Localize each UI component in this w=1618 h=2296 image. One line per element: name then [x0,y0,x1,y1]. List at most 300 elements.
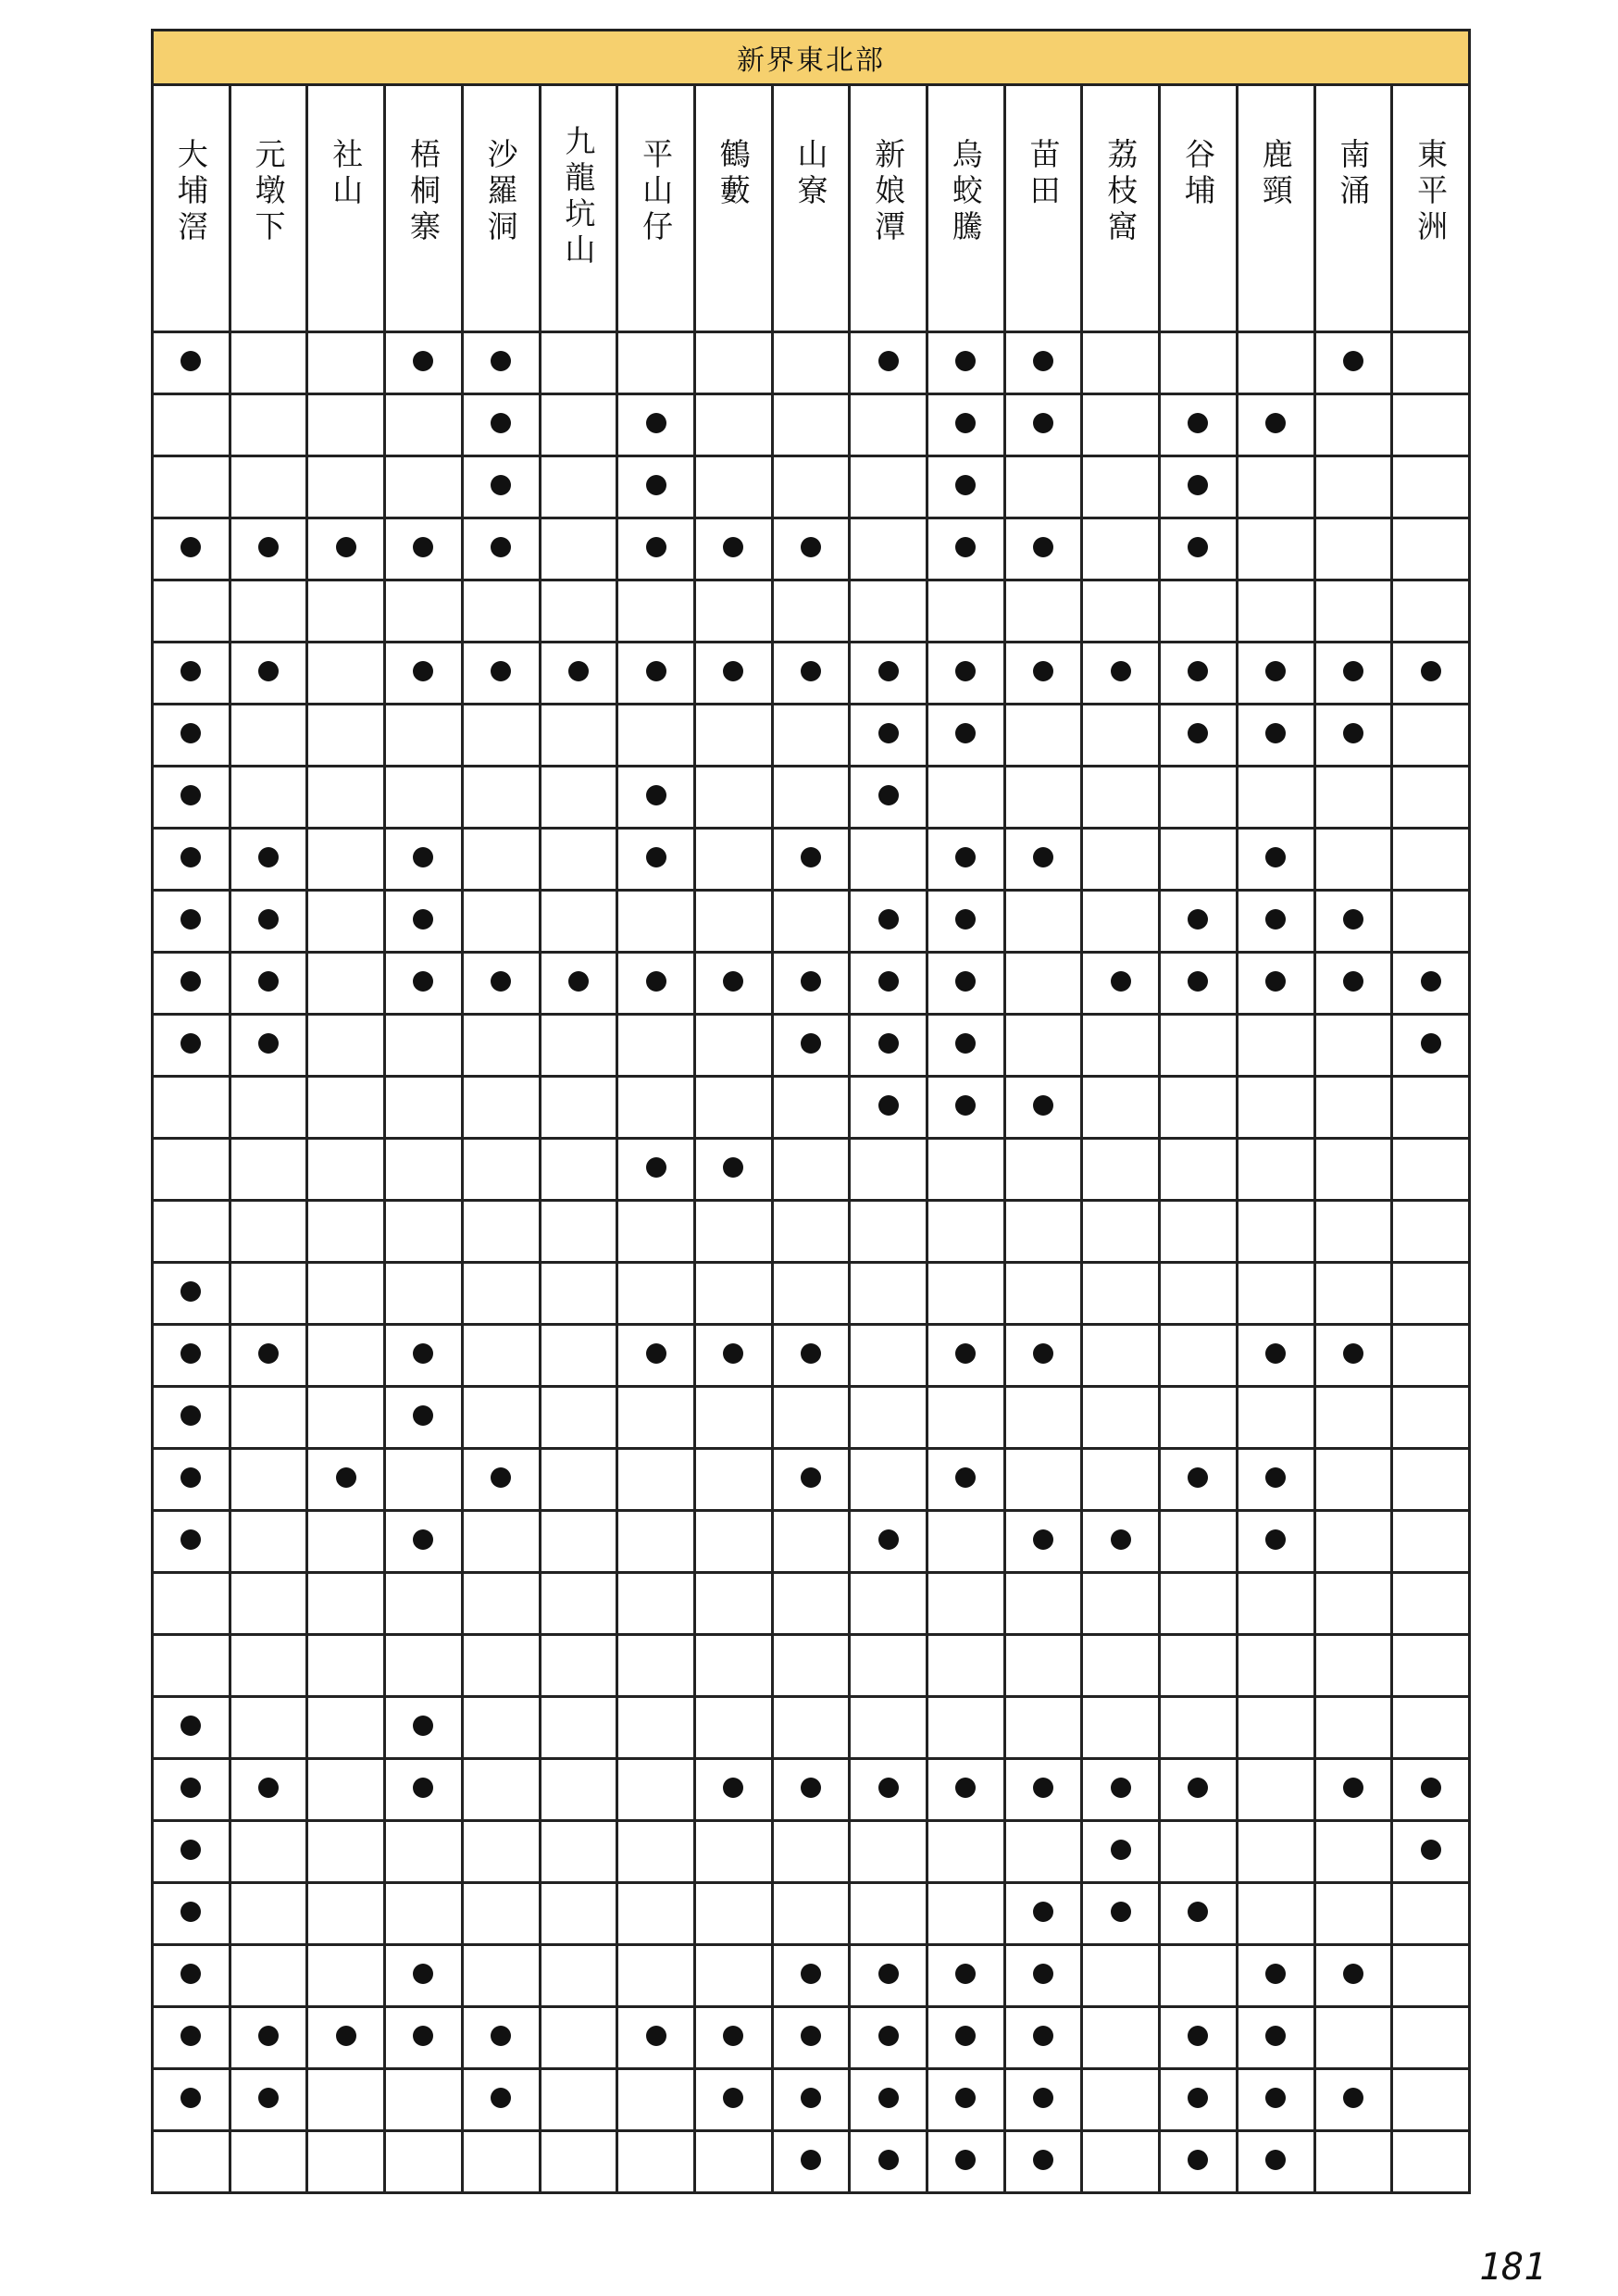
table-cell [1314,580,1392,643]
table-cell [462,891,540,953]
table-cell [540,580,617,643]
table-cell [772,1015,850,1077]
presence-dot [336,537,356,557]
presence-dot [1265,723,1286,743]
presence-dot [955,351,976,371]
table-cell [1082,1945,1160,2007]
presence-dot [878,1529,899,1550]
table-cell [927,1635,1005,1697]
table-cell [1004,580,1082,643]
table-cell [230,705,307,767]
presence-dot [1111,971,1131,992]
table-cell [462,1449,540,1511]
table-cell [153,705,230,767]
table-cell [153,1821,230,1883]
presence-dot [491,475,511,495]
presence-dot [955,413,976,433]
table-cell [850,1635,927,1697]
presence-dot [1343,971,1363,992]
presence-dot [1033,1529,1053,1550]
table-cell [1314,2007,1392,2069]
table-cell [1160,953,1238,1015]
table-cell [1004,1635,1082,1697]
table-row [153,1573,1470,1635]
table-cell [230,1201,307,1263]
table-cell [1237,1015,1314,1077]
table-cell [1392,1263,1470,1325]
table-cell [462,1945,540,2007]
presence-dot [413,661,433,681]
presence-dot [1188,909,1208,930]
table-row [153,580,1470,643]
table-cell [617,332,695,394]
table-cell [1082,332,1160,394]
table-cell [540,2069,617,2131]
presence-dot [1421,1840,1441,1860]
table-cell [540,2131,617,2193]
table-cell [540,767,617,829]
table-cell [850,1697,927,1759]
table-cell [1237,580,1314,643]
presence-dot [180,909,201,930]
presence-dot [801,1467,821,1488]
table-cell [1004,1325,1082,1387]
presence-dot [723,1343,743,1364]
table-cell [307,1263,385,1325]
presence-dot [1033,1902,1053,1922]
table-cell [385,1883,463,1945]
table-cell [307,332,385,394]
table-cell [1082,1449,1160,1511]
table-cell [694,1697,772,1759]
table-cell [617,1759,695,1821]
table-cell [307,705,385,767]
table-cell [153,891,230,953]
table-cell [462,1139,540,1201]
table-cell [772,1201,850,1263]
presence-dot [336,2026,356,2046]
presence-dot [258,1033,279,1054]
table-cell [1160,1759,1238,1821]
table-cell [307,1759,385,1821]
presence-dot [413,971,433,992]
table-cell [850,394,927,456]
table-cell [540,1511,617,1573]
table-cell [927,829,1005,891]
table-cell [307,2069,385,2131]
table-cell [1004,2007,1082,2069]
table-cell [694,2069,772,2131]
table-cell [1392,1077,1470,1139]
table-cell [1237,456,1314,518]
table-cell [1160,1697,1238,1759]
table-cell [694,2007,772,2069]
table-row [153,2131,1470,2193]
table-cell [540,1077,617,1139]
table-cell [1004,1015,1082,1077]
table-cell [385,1511,463,1573]
column-header [850,85,927,332]
table-cell [927,2007,1005,2069]
table-cell [540,332,617,394]
table-cell [1082,1883,1160,1945]
table-cell [153,1511,230,1573]
table-row [153,953,1470,1015]
presence-dot [1343,1964,1363,1984]
table-cell [462,1015,540,1077]
presence-dot [723,2026,743,2046]
table-row [153,1387,1470,1449]
table-row [153,1635,1470,1697]
table-cell [1082,1821,1160,1883]
table-cell [230,767,307,829]
presence-dot [180,537,201,557]
table-cell [1160,891,1238,953]
table-cell [1392,1325,1470,1387]
table-cell [1237,2007,1314,2069]
table-cell [462,332,540,394]
table-cell [230,518,307,580]
presence-dot [801,1033,821,1054]
table-cell [462,394,540,456]
table-cell [1314,1511,1392,1573]
presence-dot [1343,351,1363,371]
table-cell [850,1883,927,1945]
table-cell [153,394,230,456]
table-cell [1004,394,1082,456]
table-cell [153,1697,230,1759]
table-cell [462,456,540,518]
table-cell [385,580,463,643]
table-cell [850,1945,927,2007]
table-cell [307,2131,385,2193]
table-cell [772,456,850,518]
column-header-label: 烏蛟騰 [947,138,984,246]
table-cell [1392,394,1470,456]
presence-dot [413,1716,433,1736]
column-header [307,85,385,332]
table-cell [307,1449,385,1511]
table-cell [1082,1263,1160,1325]
presence-dot [258,1343,279,1364]
table-cell [385,2131,463,2193]
presence-dot [413,1405,433,1426]
presence-dot [646,1343,666,1364]
table-cell [1082,456,1160,518]
table-cell [1160,1077,1238,1139]
table-cell [1314,332,1392,394]
table-cell [307,1387,385,1449]
table-cell [153,456,230,518]
table-cell [927,1945,1005,2007]
table-cell [772,1635,850,1697]
presence-dot [413,1778,433,1798]
table-cell [772,767,850,829]
table-cell [927,580,1005,643]
table-cell [1160,456,1238,518]
presence-dot [413,1964,433,1984]
table-cell [153,1077,230,1139]
column-header-label: 鹿頸 [1257,138,1294,210]
table-cell [153,643,230,705]
table-cell [230,1449,307,1511]
table-cell [230,1697,307,1759]
table-cell [694,518,772,580]
presence-dot [1188,1778,1208,1798]
table-cell [540,1387,617,1449]
table-cell [1392,1449,1470,1511]
presence-dot [413,537,433,557]
table-cell [1392,1015,1470,1077]
table-cell [694,1263,772,1325]
table-cell [1237,518,1314,580]
presence-dot [878,2150,899,2170]
table-cell [1392,705,1470,767]
table-cell [850,1573,927,1635]
table-cell [694,1139,772,1201]
table-cell [694,1573,772,1635]
presence-dot [180,1778,201,1798]
presence-dot [1033,1095,1053,1116]
presence-dot [1343,1343,1363,1364]
table-cell [772,829,850,891]
table-cell [1082,1511,1160,1573]
presence-dot [801,2150,821,2170]
table-cell [462,1697,540,1759]
table-cell [1082,394,1160,456]
table-cell [307,1139,385,1201]
presence-dot [955,2150,976,2170]
presence-dot [955,475,976,495]
table-cell [694,1201,772,1263]
presence-dot [646,475,666,495]
presence-dot [1033,2088,1053,2108]
table-cell [1082,1759,1160,1821]
presence-dot [1265,909,1286,930]
table-cell [307,891,385,953]
table-cell [307,456,385,518]
table-cell [307,1945,385,2007]
table-cell [1314,767,1392,829]
presence-dot [878,1033,899,1054]
presence-dot [491,537,511,557]
table-cell [1004,1945,1082,2007]
table-cell [1082,518,1160,580]
table-cell [153,1883,230,1945]
table-cell [1160,332,1238,394]
table-cell [617,1635,695,1697]
presence-dot [955,1033,976,1054]
presence-dot [723,1157,743,1178]
table-cell [307,767,385,829]
table-cell [307,1201,385,1263]
table-cell [1160,1945,1238,2007]
table-cell [1082,891,1160,953]
table-cell [1237,767,1314,829]
table-cell [617,767,695,829]
table-cell [850,580,927,643]
table-cell [1314,1759,1392,1821]
table-cell [1004,891,1082,953]
table-cell [850,643,927,705]
table-row [153,1077,1470,1139]
table-cell [694,829,772,891]
table-cell [1314,2131,1392,2193]
table-cell [1314,1449,1392,1511]
presence-dot [1343,909,1363,930]
table-cell [1082,1697,1160,1759]
table-cell [1314,1201,1392,1263]
table-cell [1237,2131,1314,2193]
presence-dot [878,661,899,681]
table-cell [694,2131,772,2193]
table-cell [772,332,850,394]
table-cell [230,1263,307,1325]
table-cell [230,891,307,953]
presence-dot [723,661,743,681]
table-cell [540,1201,617,1263]
table-cell [617,953,695,1015]
column-header [1082,85,1160,332]
table-cell [1314,1945,1392,2007]
presence-dot [180,1405,201,1426]
table-cell [772,953,850,1015]
table-cell [1004,705,1082,767]
table-cell [1392,829,1470,891]
table-cell [1237,891,1314,953]
table-cell [1004,1759,1082,1821]
table-cell [385,2007,463,2069]
presence-dot [878,1095,899,1116]
table-cell [230,1883,307,1945]
table-cell [462,1263,540,1325]
column-header-label: 南涌 [1335,138,1372,210]
table-cell [1082,1139,1160,1201]
presence-dot [646,847,666,867]
presence-dot [180,1033,201,1054]
table-cell [1237,2069,1314,2131]
table-cell [1392,1945,1470,2007]
table-cell [850,1821,927,1883]
table-cell [617,518,695,580]
table-cell [1237,1635,1314,1697]
presence-dot [180,1281,201,1302]
table-cell [772,1387,850,1449]
table-cell [1314,1821,1392,1883]
table-cell [1392,767,1470,829]
table-cell [385,1573,463,1635]
column-header-label: 大埔滘 [172,138,209,246]
column-header-label: 新娘潭 [870,138,907,246]
table-cell [1004,767,1082,829]
table-cell [1004,1821,1082,1883]
table-cell [1314,1325,1392,1387]
table-cell [1160,394,1238,456]
table-cell [1392,643,1470,705]
table-row [153,643,1470,705]
table-cell [1314,1139,1392,1201]
presence-dot [1033,1964,1053,1984]
presence-dot [955,909,976,930]
table-cell [927,1573,1005,1635]
table-cell [1392,1883,1470,1945]
table-cell [230,953,307,1015]
table-cell [1314,1573,1392,1635]
table-cell [772,1697,850,1759]
table-cell [1237,1697,1314,1759]
table-cell [153,1759,230,1821]
presence-dot [801,2088,821,2108]
table-row [153,705,1470,767]
table-cell [230,1387,307,1449]
table-cell [1237,1325,1314,1387]
table-cell [153,580,230,643]
table-cell [307,1573,385,1635]
table-cell [462,767,540,829]
table-cell [1082,1325,1160,1387]
table-cell [385,767,463,829]
table-row [153,1449,1470,1511]
table-cell [694,1449,772,1511]
table-cell [230,1573,307,1635]
table-cell [307,1077,385,1139]
table-cell [1237,1263,1314,1325]
table-cell [850,1015,927,1077]
table-cell [1160,518,1238,580]
column-header-label: 荔枝窩 [1102,138,1139,246]
presence-dot [955,971,976,992]
presence-dot [1033,847,1053,867]
table-cell [385,1635,463,1697]
table-cell [307,643,385,705]
table-cell [1160,1201,1238,1263]
table-cell [1314,518,1392,580]
presence-dot [1188,971,1208,992]
presence-dot [180,351,201,371]
column-header-label: 鶴藪 [715,138,752,210]
table-cell [385,2069,463,2131]
table-cell [1392,456,1470,518]
presence-dot [1033,413,1053,433]
presence-dot [180,1529,201,1550]
table-cell [153,332,230,394]
table-cell [1082,1387,1160,1449]
table-cell [153,1945,230,2007]
table-cell [772,1263,850,1325]
presence-dot [568,661,589,681]
table-cell [1160,829,1238,891]
table-cell [1237,394,1314,456]
table-cell [385,1821,463,1883]
table-cell [927,456,1005,518]
table-cell [617,1201,695,1263]
table-cell [617,1573,695,1635]
table-cell [927,1263,1005,1325]
presence-dot [878,971,899,992]
table-cell [1314,953,1392,1015]
table-cell [694,1883,772,1945]
table-cell [540,518,617,580]
presence-dot [955,1343,976,1364]
presence-dot [1265,413,1286,433]
table-cell [385,1325,463,1387]
table-cell [694,1077,772,1139]
presence-dot [646,2026,666,2046]
presence-dot [1111,1778,1131,1798]
table-cell [1160,580,1238,643]
table-cell [617,1015,695,1077]
table-cell [694,580,772,643]
